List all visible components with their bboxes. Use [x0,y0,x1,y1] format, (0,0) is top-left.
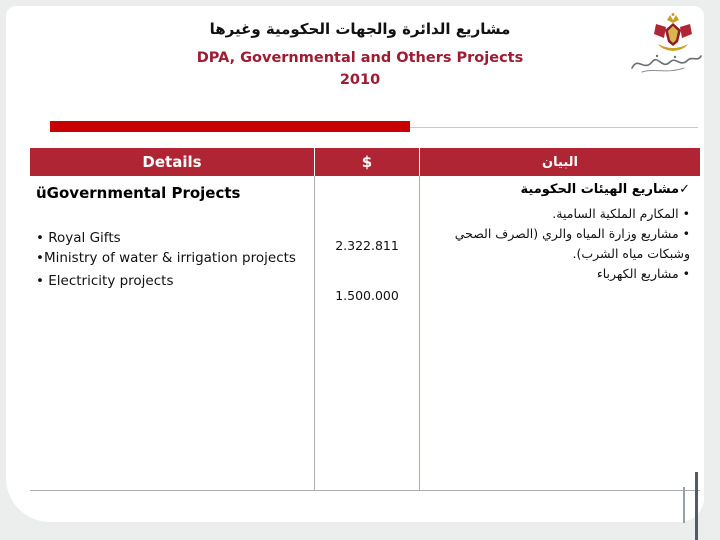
amount-value: 2.322.811 [335,238,399,253]
statement-item: • مشاريع وزارة المياه والري (الصرف الصحي وشبكات مياه الشرب). [454,226,690,261]
calligraphy-signature-icon [628,50,704,76]
section-title-arabic: ✓مشاريع الهيئات الحكومية [520,182,690,197]
column-header-statement: البيان [420,148,700,176]
slide-title-year: 2010 [339,71,381,88]
detail-item: • Electricity projects [36,273,174,289]
decorative-vertical-line [683,487,685,523]
section-title-english: üGovernmental Projects [36,184,241,202]
details-column [30,176,315,490]
amount-column [315,176,420,490]
red-accent-bar [50,121,410,132]
coat-of-arms-icon [650,12,696,54]
statement-item: • مشاريع الكهرباء [596,266,690,281]
slide-title-english [80,48,640,92]
column-header-details: Details [30,148,315,176]
statement-column [420,176,700,490]
slide-title-arabic: مشاريع الدائرة والجهات الحكومية وغيرها [209,20,511,38]
details-list [36,228,310,291]
slide-title-english-line: DPA, Governmental and Others Projects [196,50,524,66]
projects-table [30,148,700,491]
detail-item: •Ministry of water & irrigation projects [36,250,296,266]
decorative-vertical-line [695,472,698,540]
column-header-amount: $ [315,148,420,176]
statements-list [430,204,690,284]
statement-item: • المكارم الملكية السامية. [552,206,690,221]
amount-value: 1.500.000 [335,288,399,303]
detail-item: • Royal Gifts [36,230,121,246]
table-header-row [30,148,700,176]
table-body [30,176,700,490]
